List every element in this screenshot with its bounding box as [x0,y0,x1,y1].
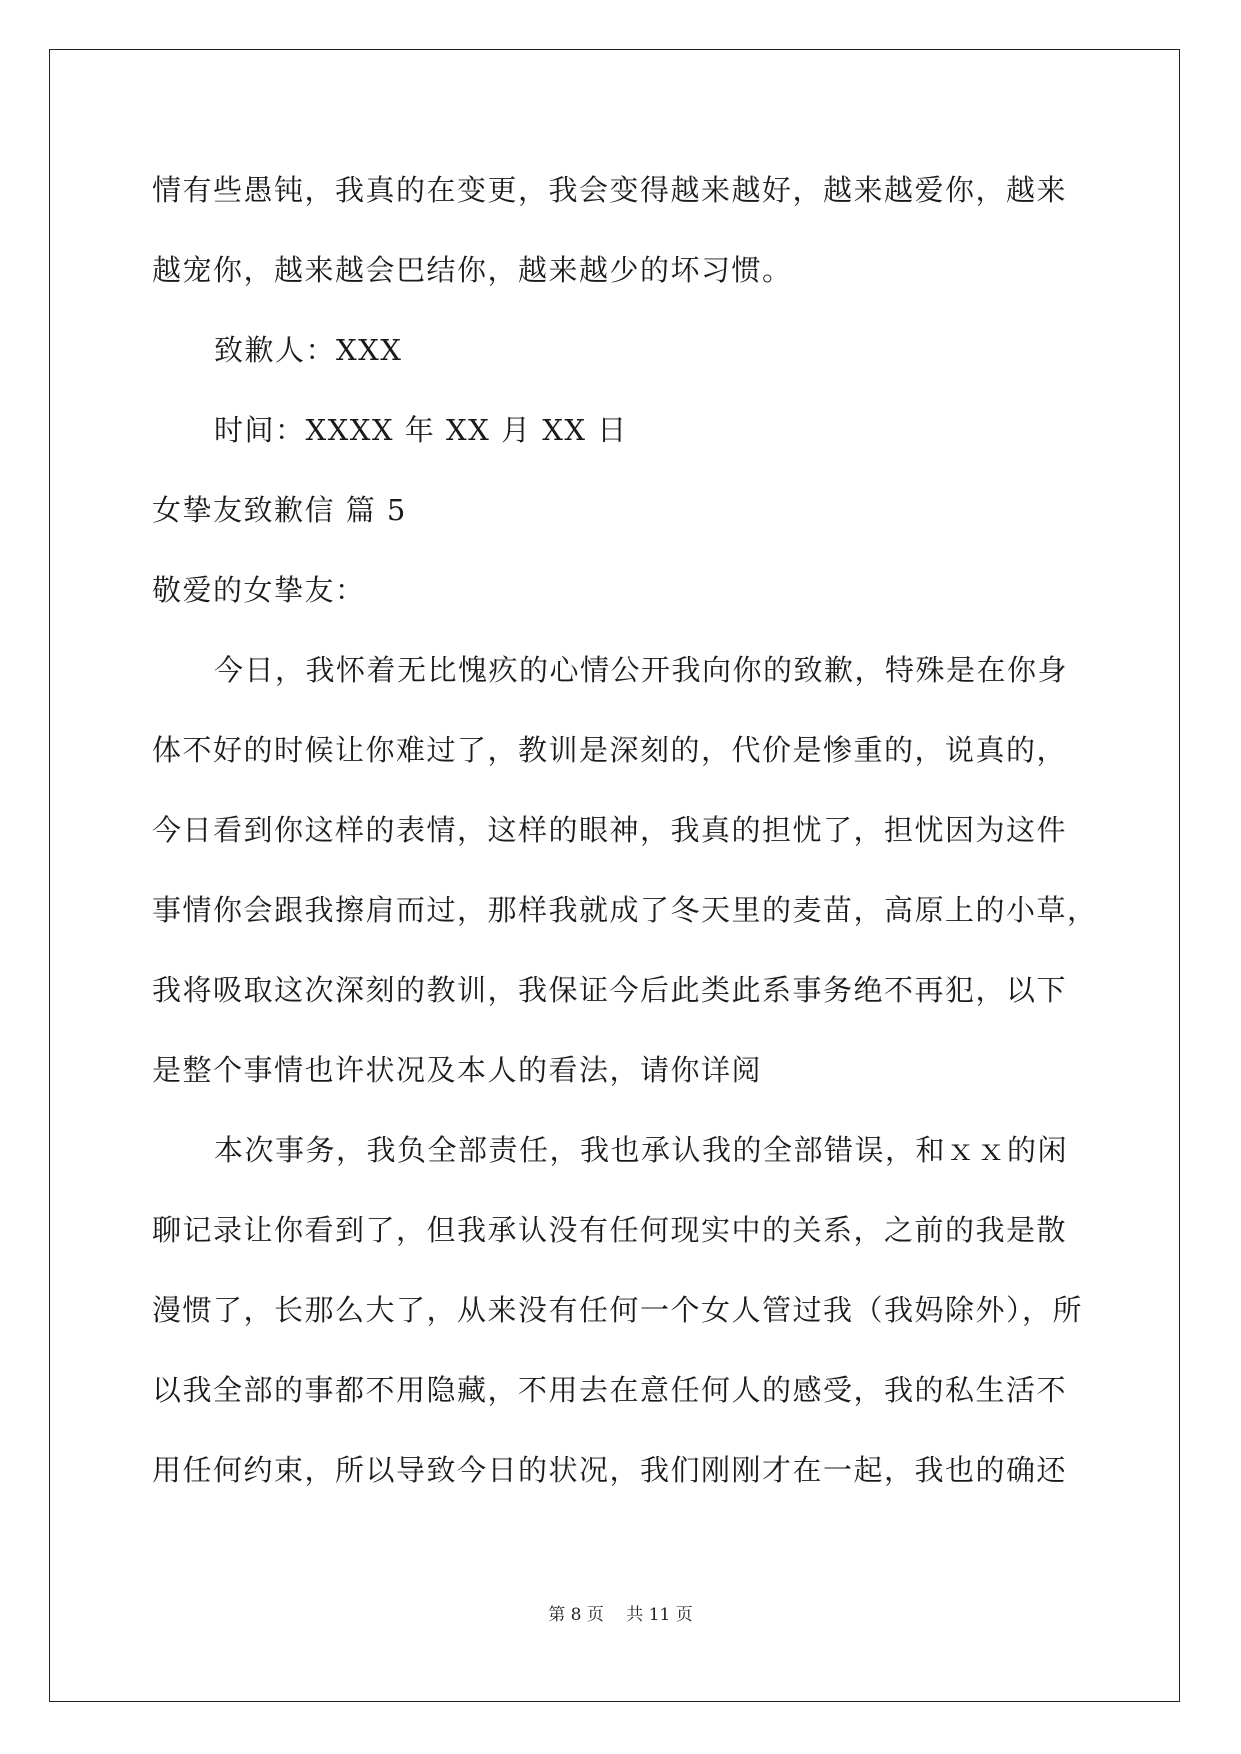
paragraph-line: 越宠你，越来越会巴结你，越来越少的坏习惯。 [152,253,793,287]
paragraph-line: 体不好的时候让你难过了，教训是深刻的，代价是惨重的，说真的， [152,733,1068,767]
paragraph-line: 漫惯了，长那么大了，从来没有任何一个女人管过我（我妈除外），所 [152,1293,1084,1327]
paragraph-line: 事情你会跟我擦肩而过，那样我就成了冬天里的麦苗，高原上的小草， [152,893,1098,927]
paragraph-line: 情有些愚钝，我真的在变更，我会变得越来越好，越来越爱你，越来 [152,173,1068,207]
paragraph-line: 今日，我怀着无比愧疚的心情公开我向你的致歉，特殊是在你身 [214,653,1069,687]
page-number: 第 8 页 共 11 页 [548,1605,693,1625]
salutation: 敬爱的女挚友： [152,573,366,607]
signature-line: 致歉人：XXX [214,333,403,367]
document-body [152,160,1112,1520]
paragraph-line: 我将吸取这次深刻的教训，我保证今后此类此系事务绝不再犯，以下 [152,973,1068,1007]
paragraph-line: 今日看到你这样的表情，这样的眼神，我真的担忧了，担忧因为这件 [152,813,1068,847]
section-heading: 女挚友致歉信 篇 5 [152,493,407,527]
paragraph-line: 本次事务，我负全部责任，我也承认我的全部错误，和ｘｘ的闲 [214,1133,1069,1167]
paragraph-line: 聊记录让你看到了，但我承认没有任何现实中的关系，之前的我是散 [152,1213,1068,1247]
paragraph-line: 用任何约束，所以导致今日的状况，我们刚刚才在一起，我也的确还 [152,1453,1068,1487]
paragraph-line: 是整个事情也许状况及本人的看法，请你详阅 [152,1053,763,1087]
date-line: 时间：XXXX 年 XX 月 XX 日 [214,413,628,447]
paragraph-line: 以我全部的事都不用隐藏，不用去在意任何人的感受，我的私生活不 [152,1373,1068,1407]
